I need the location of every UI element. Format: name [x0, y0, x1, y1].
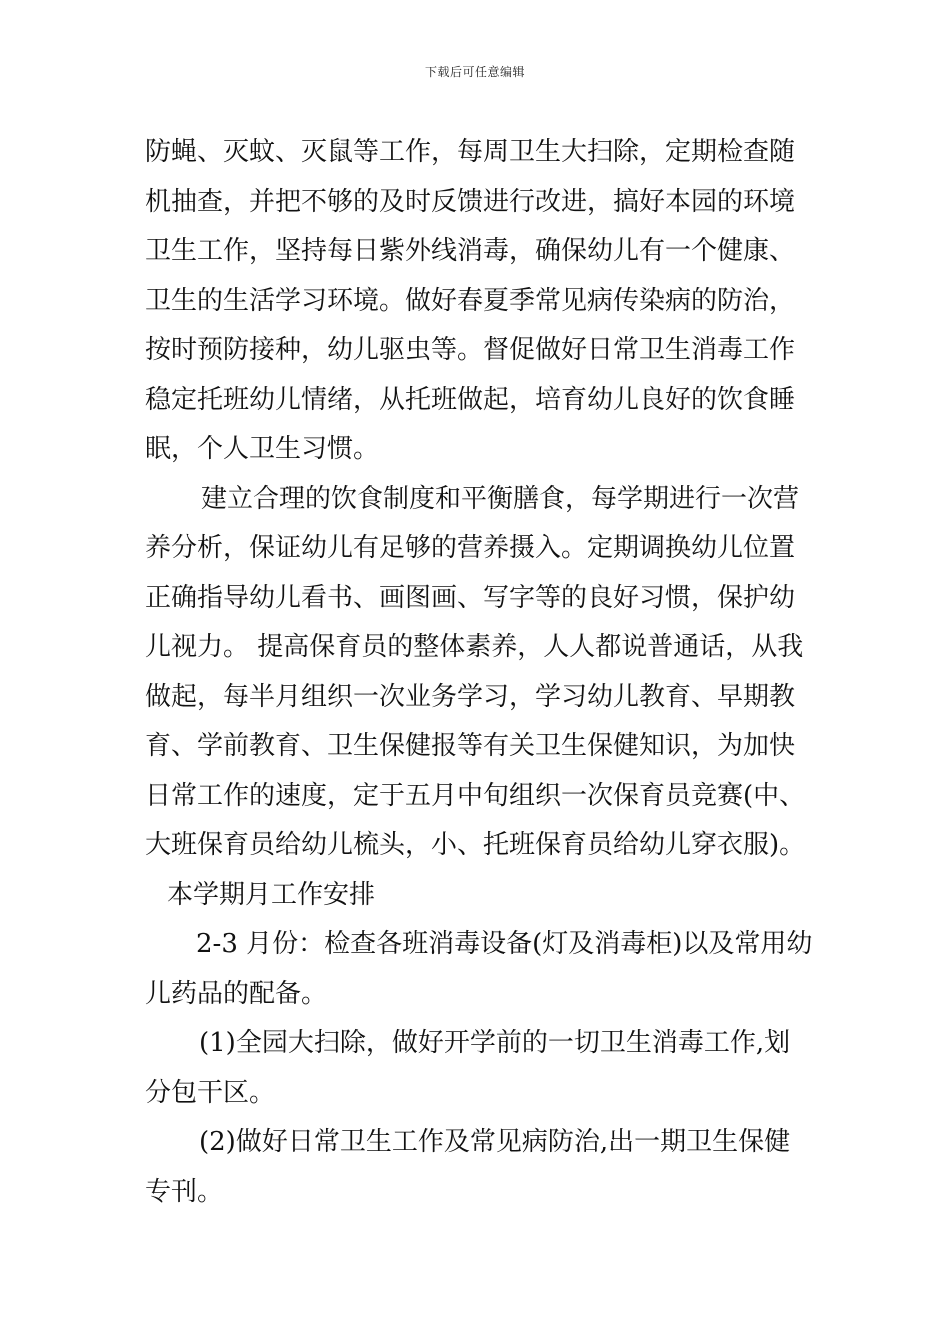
- text-line: 育、学前教育、卫生保健报等有关卫生保健知识，为加快: [145, 731, 796, 761]
- text-line: 做起，每半月组织一次业务学习，学习幼儿教育、早期教: [145, 681, 796, 712]
- text-line: (1)全园大扫除，做好开学前的一切卫生消毒工作,划: [199, 1028, 791, 1058]
- text-line: (2)做好日常卫生工作及常见病防治,出一期卫生保健: [199, 1127, 791, 1157]
- paragraph-item-1: [145, 1019, 815, 1118]
- paragraph-schedule-heading: [145, 871, 815, 921]
- section-heading: 本学期月工作安排: [167, 879, 376, 910]
- text-line: 卫生工作，坚持每日紫外线消毒，确保幼儿有一个健康、: [145, 236, 796, 266]
- text-line: 养分析，保证幼儿有足够的营养摄入。定期调换幼儿位置: [145, 533, 796, 563]
- paragraph-hygiene: [145, 128, 815, 475]
- text-line: 儿视力。 提高保育员的整体素养，人人都说普通话，从我: [145, 632, 804, 662]
- text-line: 卫生的生活学习环境。做好春夏季常见病传染病的防治，: [145, 285, 796, 316]
- text-line: 分包干区。: [145, 1077, 276, 1108]
- text-line: 机抽查，并把不够的及时反馈进行改进，搞好本园的环境: [145, 186, 796, 217]
- paragraph-feb-mar: [145, 920, 815, 1019]
- document-body: [145, 128, 815, 1217]
- text-line: 儿药品的配备。: [145, 978, 328, 1009]
- text-line: 日常工作的速度，定于五月中旬组织一次保育员竞赛(中、: [145, 780, 806, 811]
- paragraph-item-2: [145, 1118, 815, 1217]
- paragraph-diet: [145, 475, 815, 871]
- text-line: 眠，个人卫生习惯。: [145, 434, 380, 464]
- text-line: 稳定托班幼儿情绪，从托班做起，培育幼儿良好的饮食睡: [145, 384, 796, 415]
- text-line: 按时预防接种，幼儿驱虫等。督促做好日常卫生消毒工作: [145, 335, 796, 365]
- page-header: 下载后可任意编辑: [424, 65, 525, 79]
- text-line: 专刊。: [145, 1176, 224, 1207]
- text-line: 防蝇、灭蚊、灭鼠等工作，每周卫生大扫除，定期检查随: [145, 137, 796, 167]
- text-line: 正确指导幼儿看书、画图画、写字等的良好习惯，保护幼: [145, 582, 796, 613]
- text-line: 2-3 月份：检查各班消毒设备(灯及消毒柜)以及常用幼: [196, 929, 813, 959]
- text-line: 大班保育员给幼儿梳头，小、托班保育员给幼儿穿衣服)。: [145, 830, 806, 860]
- text-line: 建立合理的饮食制度和平衡膳食，每学期进行一次营: [201, 483, 800, 514]
